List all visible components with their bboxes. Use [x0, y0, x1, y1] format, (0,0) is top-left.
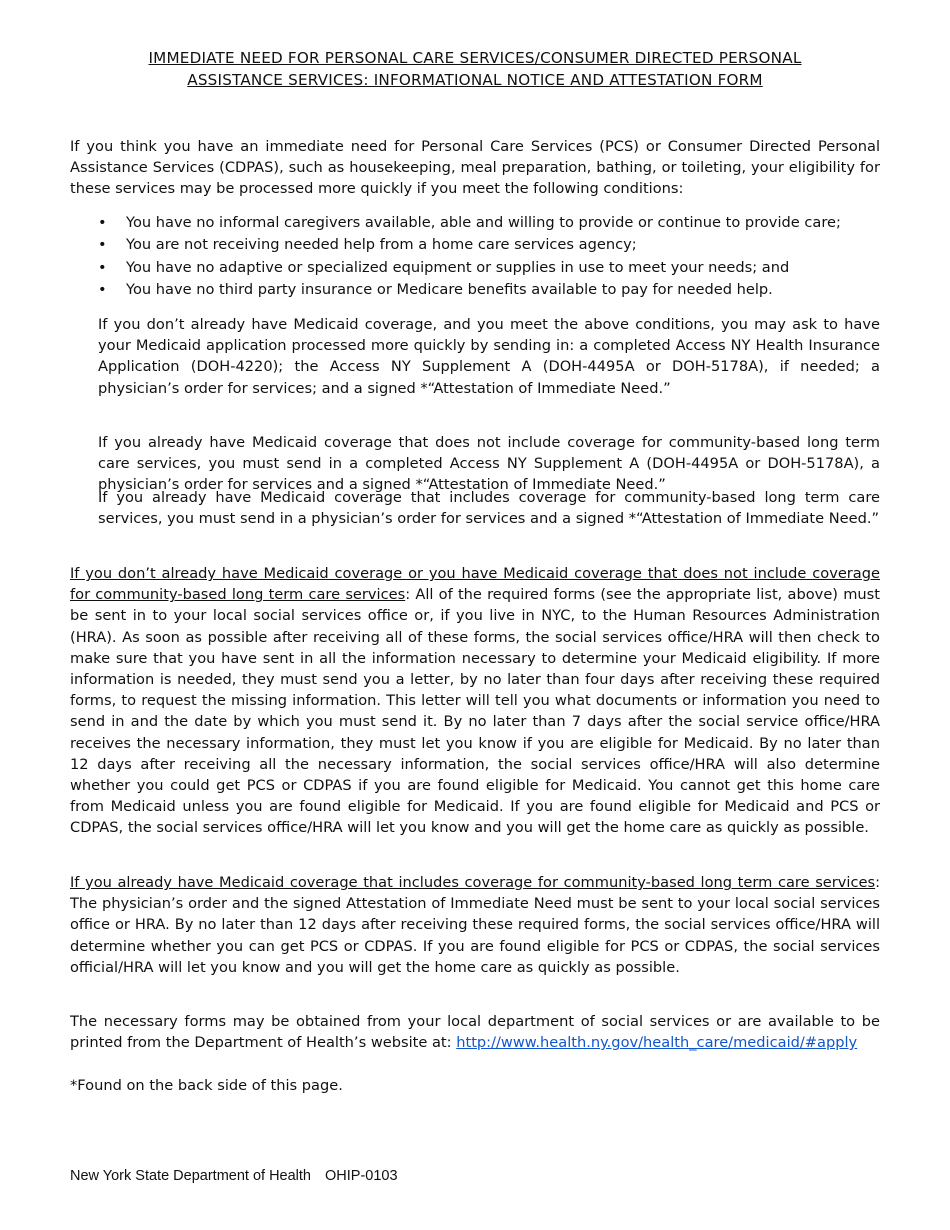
page-footer: [70, 1166, 398, 1186]
page-title: [70, 47, 880, 91]
condition-text: You have no third party insurance or Medicare benefits available to pay for needed help.: [126, 281, 773, 299]
intro-paragraph: If you think you have an immediate need for Personal Care Services (PCS) or Consumer Directed Personal Assistance Services (CDPAS), such as housekeeping, meal preparation, bathing, or toileting, your eligibility for these services may be processed more quickly if you meet the following conditions:: [70, 138, 880, 198]
scenario-medicaid-without-ltc: If you already have Medicaid coverage that does not include coverage for community-based long term care services, you must send in a completed Access NY Supplement A (DOH-4495A or DOH-5178A), a physician’s order for services and a signed *“Attestation of Immediate Need.”: [98, 434, 880, 494]
section-heading: If you already have Medicaid coverage that includes coverage for community-based long term care services: [70, 874, 876, 891]
condition-text: You have no informal caregivers available, able and willing to provide or continue to provide care;: [126, 214, 841, 231]
scenario-medicaid-with-ltc: If you already have Medicaid coverage that includes coverage for community-based long term care services, you must send in a physician’s order for services and a signed *“Attestation of Immediate Need.”: [98, 489, 880, 528]
footnote: *Found on the back side of this page.: [70, 1077, 343, 1094]
section-body: : The physician’s order and the signed Attestation of Immediate Need must be sent to your local social services office or HRA. By no later than 12 days after receiving these required forms, the social services office/HRA will determine whether you can get PCS or CDPAS. If you are found eligible for PCS or CDPAS, the social services official/HRA will let you know and you will get the home care as quickly as possible.: [70, 874, 880, 976]
title-line-2: ASSISTANCE SERVICES: INFORMATIONAL NOTICE AND ATTESTATION FORM: [187, 71, 763, 89]
condition-text: You are not receiving needed help from a home care services agency;: [126, 236, 637, 254]
section-body: : All of the required forms (see the appropriate list, above) must be sent in to your local social services office or, if you live in NYC, to the Human Resources Administration (HRA). As soon as possible after receiving all of these forms, the social services office/HRA will then check to make sure that you have sent in all the information necessary to determine your Medicaid eligibility. If more information is needed, they must send you a letter, by no later than four days after receiving these required forms, to request the missing information. This letter will tell you what documents or information you need to send in and the date by which you must send it. By no later than 7 days after the social service office/HRA receives the necessary information, they must let you know if you are eligible for Medicaid. By no later than 12 days after receiving all the necessary information, the social services office/HRA will also determine whether you could get PCS or CDPAS if you are found eligible for Medicaid. You cannot get this home care from Medicaid unless you are found eligible for Medicaid. If you are found eligible for Medicaid and PCS or CDPAS, the social services office/HRA will let you know and you will get the home care as quickly as possible.: [70, 586, 880, 837]
footer-form-number: OHIP-0103: [325, 1168, 398, 1184]
list-item: [70, 234, 880, 256]
section-has-coverage: [70, 872, 880, 978]
footer-department: New York State Department of Health: [70, 1168, 311, 1184]
list-item: [70, 257, 880, 279]
condition-text: You have no adaptive or specialized equipment or supplies in use to meet your needs; and: [126, 258, 790, 276]
section-heading: If you don’t already have Medicaid coverage or you have Medicaid coverage that does not include coverage for community-based long term care services: [70, 565, 880, 604]
website-link[interactable]: http://www.health.ny.gov/health_care/medicaid/#apply: [456, 1034, 858, 1052]
conditions-list: [70, 212, 880, 302]
forms-note-text: The necessary forms may be obtained from your local department of social services or are available to be printed from the Department of Health’s website at:: [70, 1013, 880, 1052]
title-line-1: IMMEDIATE NEED FOR PERSONAL CARE SERVICES/CONSUMER DIRECTED PERSONAL: [148, 49, 802, 67]
scenario-no-medicaid: If you don’t already have Medicaid coverage, and you meet the above conditions, you may ask to have your Medicaid application processed more quickly by sending in: a completed Access NY Health Insurance Application (DOH-4220); the Access NY Supplement A (DOH-4495A or DOH-5178A), if needed; a physician’s order for services; and a signed *“Attestation of Immediate Need.”: [98, 316, 880, 397]
bullet-icon: •: [98, 258, 107, 276]
bullet-icon: •: [98, 214, 107, 231]
section-no-coverage: [70, 563, 880, 839]
forms-note: [70, 1011, 880, 1053]
bullet-icon: •: [98, 236, 107, 254]
bullet-icon: •: [98, 281, 107, 299]
list-item: [70, 212, 880, 234]
list-item: [70, 279, 880, 301]
